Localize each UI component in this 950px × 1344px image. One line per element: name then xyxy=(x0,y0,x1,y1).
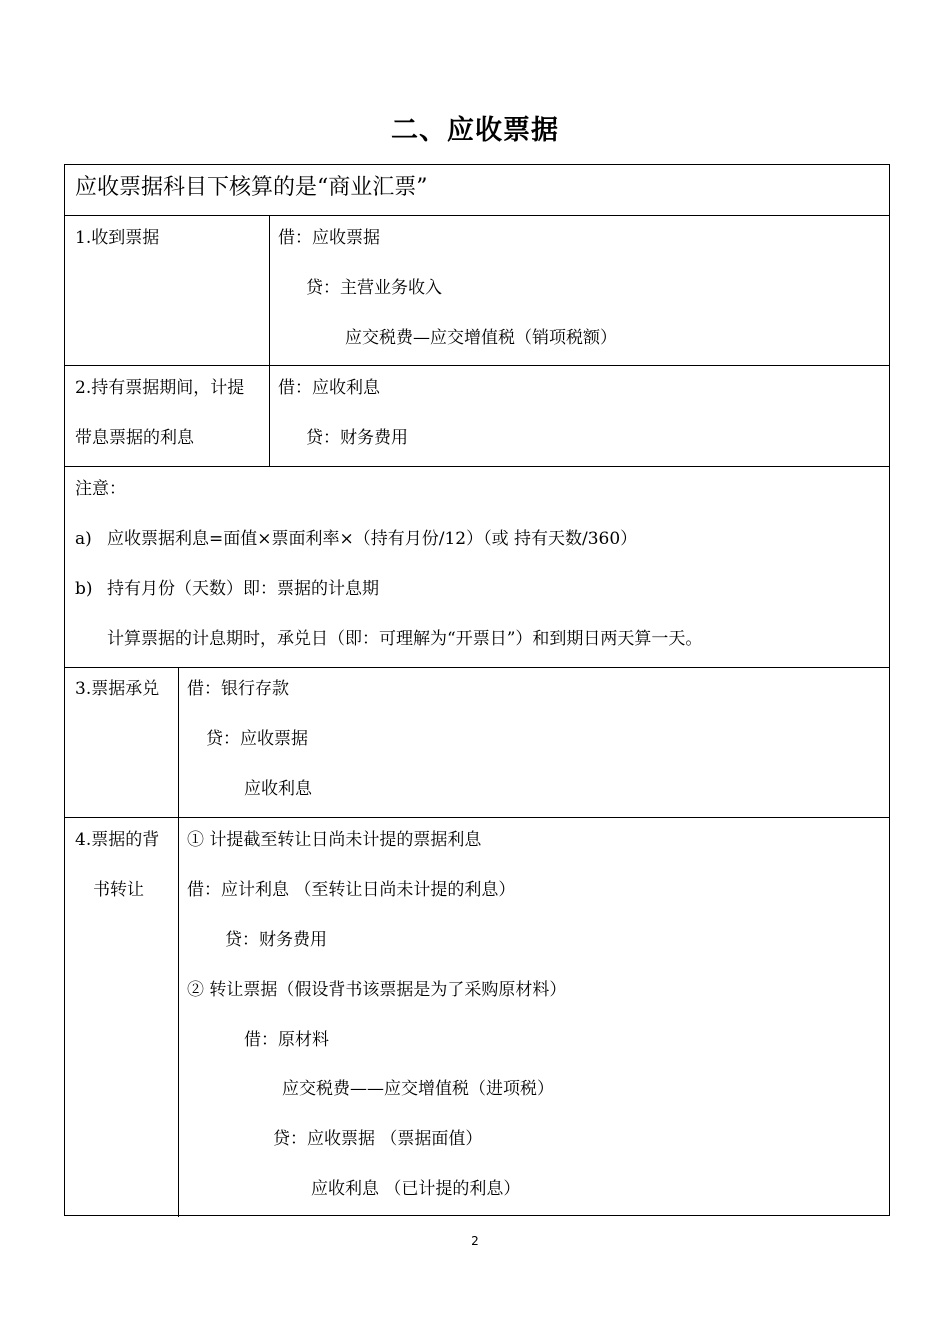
entries-table xyxy=(64,164,890,1216)
column-divider xyxy=(178,667,179,1217)
row-divider xyxy=(65,365,889,366)
row1-debit: 借：应收票据 xyxy=(278,228,380,248)
row4-credit-expense: 贷：财务费用 xyxy=(225,930,327,950)
row3-credit: 贷：应收票据 xyxy=(206,729,308,749)
row4-debit-interest: 借：应计利息 （至转让日尚未计提的利息） xyxy=(187,880,516,900)
column-divider xyxy=(269,215,270,466)
row1-credit: 贷：主营业务收入 xyxy=(306,278,442,298)
row2-debit: 借：应收利息 xyxy=(278,378,380,398)
row-divider xyxy=(65,817,889,818)
row1-credit-2: 应交税费—应交增值税（销项税额） xyxy=(345,328,617,348)
row3-debit: 借：银行存款 xyxy=(187,679,289,699)
row2-credit: 贷：财务费用 xyxy=(306,428,408,448)
note-b-marker: b) xyxy=(75,579,93,599)
row-divider xyxy=(65,215,889,216)
row3-label: 3.票据承兑 xyxy=(75,679,160,699)
row4-step1: ① 计提截至转让日尚未计提的票据利息 xyxy=(187,830,482,850)
note-b-text: 持有月份（天数）即：票据的计息期 xyxy=(107,579,379,599)
row4-label-2: 书转让 xyxy=(93,880,144,900)
row4-label-1: 4.票据的背 xyxy=(75,830,160,850)
row2-label-2: 带息票据的利息 xyxy=(75,428,194,448)
row4-debit-tax: 应交税费——应交增值税（进项税） xyxy=(282,1079,554,1099)
row-divider xyxy=(65,667,889,668)
note-c-text: 计算票据的计息期时，承兑日（即：可理解为“开票日”）和到期日两天算一天。 xyxy=(107,629,703,649)
row2-label-1: 2.持有票据期间，计提 xyxy=(75,378,245,398)
row-divider xyxy=(65,466,889,467)
row4-credit-notes: 贷：应收票据 （票据面值） xyxy=(273,1129,483,1149)
table-header: 应收票据科目下核算的是“商业汇票” xyxy=(75,175,428,200)
page-number: 2 xyxy=(471,1234,479,1248)
note-title: 注意： xyxy=(75,479,126,499)
note-a-text: 应收票据利息=面值×票面利率×（持有月份/12）（或 持有天数/360） xyxy=(107,529,638,549)
note-a-marker: a) xyxy=(75,529,92,549)
row4-credit-interest: 应收利息 （已计提的利息） xyxy=(311,1179,521,1199)
row4-debit-material: 借：原材料 xyxy=(244,1030,329,1050)
row1-label: 1.收到票据 xyxy=(75,228,160,248)
page-title: 二、应收票据 xyxy=(391,115,559,146)
row4-step2: ② 转让票据（假设背书该票据是为了采购原材料） xyxy=(187,980,567,1000)
row3-credit-2: 应收利息 xyxy=(244,779,312,799)
